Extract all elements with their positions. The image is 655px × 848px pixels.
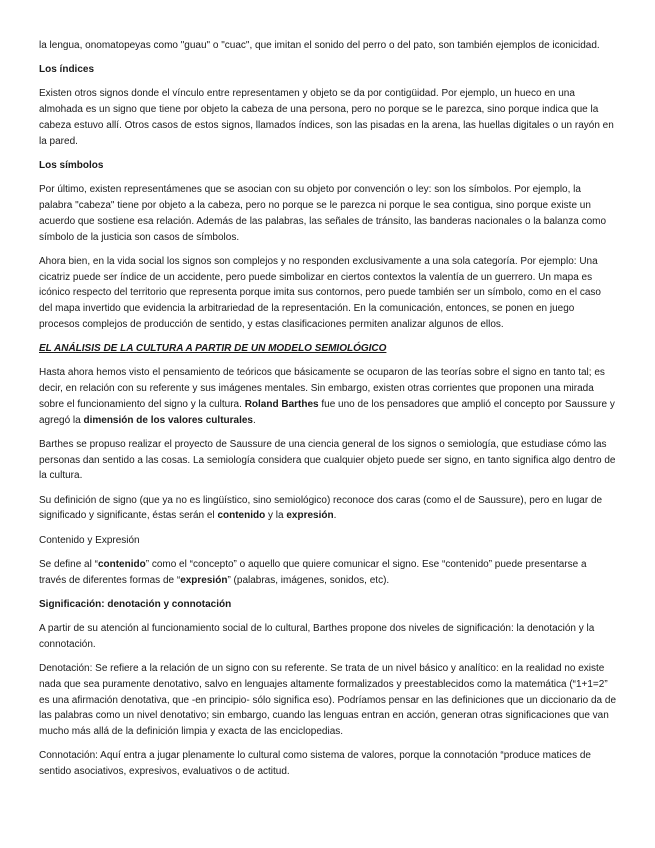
text-run: ” (palabras, imágenes, sonidos, etc). — [227, 574, 390, 586]
section-title-analisis-cultura: EL ANÁLISIS DE LA CULTURA A PARTIR DE UN MODELO SEMIOLÓGICO — [39, 343, 387, 355]
text-run: Su definición de signo (que ya no es lingüístico, sino semiológico) reconoce dos caras (como el de Saussure), pero en lugar de significado y significante, éstas serán el — [39, 494, 603, 522]
text-run: fue uno de los pensadores que amplió el concepto por Saussure y agregó la — [39, 398, 615, 426]
text-run: ” como el “concepto” o aquello que quiere comunicar el signo. Ese “contenido” puede presentarse a través de diferentes formas de “ — [39, 558, 587, 586]
bold-dimension-valores: dimensión de los valores culturales — [83, 414, 253, 426]
text-run: y la — [265, 510, 287, 522]
paragraph-denotacion: Denotación: Se refiere a la relación de un signo con su referente. Se trata de un nivel básico y analítico: en la realidad no existe nada que sea puramente denotativo, salvo en lenguajes altamente formalizados y preestablecidos como la matemática (“1+1=2” es una afirmación denotativa, que -en principio- sólo significa eso). Podríamos pensar en las definiciones que un diccionario da de las palabras como un nivel denotativo; sin embargo, cuando las lenguas entran en acción, generan otras significaciones que van mucho más allá de la definición limpia y exacta de las enciclopedias. — [39, 662, 617, 738]
bold-contenido: contenido — [97, 558, 146, 570]
paragraph-indices: Existen otros signos donde el vínculo entre representamen y objeto se da por contigüidad. Por ejemplo, un hueco en una almohada es un signo que tiene por objeto la cabeza de una persona, pero no porque se le parezca, sino porque indica que la cabeza estuvo allí. Otros casos de estos signos, llamados índices, son las pisadas en la arena, las huellas digitales o un rayón en la pared. — [39, 88, 614, 147]
bold-roland-barthes: Roland Barthes — [244, 398, 319, 410]
text-run: . — [253, 414, 256, 426]
paragraph-simbolos: Por último, existen representámenes que se asocian con su objeto por convención o ley: son los símbolos. Por ejemplo, la palabra "cabeza" tiene por objeto a la cabeza, pero no porque se le parezca ni porque le sea contigua, sino porque existe un acuerdo que sostiene esa relación. Además de las palabras, las señales de tránsito, las banderas nacionales o la balanza como símbolo de la justicia son casos de símbolos. — [39, 184, 607, 243]
bold-expresion: expresión — [180, 574, 228, 586]
text-run: Se define al “ — [39, 558, 98, 570]
paragraph-niveles-significacion: A partir de su atención al funcionamiento social de lo cultural, Barthes propone dos niveles de significación: la denotación y la connotación. — [39, 622, 595, 650]
text-run: . — [333, 510, 337, 522]
paragraph-connotacion: Connotación: Aquí entra a jugar plenamente lo cultural como sistema de valores, porque la connotación “produce matices de sentido asociativos, expresivos, evaluativos o de actitud. — [39, 750, 591, 778]
text-run: Hasta ahora hemos visto el pensamiento de teóricos que básicamente se ocuparon de las teorías sobre el signo en tanto tal; es decir, en relación con su referente y sus imágenes mentales. Sin embargo, existen otras corrientes que proponen una mirada sobre el funcionamiento del signo y la cultura. — [39, 367, 605, 410]
paragraph-definicion-signo — [39, 493, 616, 525]
heading-indices: Los índices — [39, 64, 95, 76]
heading-contenido-expresion: Contenido y Expresión — [39, 534, 140, 546]
heading-significacion: Significación: denotación y connotación — [39, 598, 232, 610]
paragraph-semiologia: Barthes se propuso realizar el proyecto de Saussure de una ciencia general de los signos o semiología, que estudiase cómo las personas dan sentido a las cosas. La semiología considera que cualquier objeto puede ser signo, en tanto significa algo dentro de la cultura. — [39, 438, 616, 482]
paragraph-barthes-intro — [39, 365, 616, 428]
heading-simbolos: Los símbolos — [39, 159, 104, 171]
paragraph-contenido — [39, 557, 616, 589]
bold-contenido: contenido — [217, 510, 266, 522]
paragraph-vida-social: Ahora bien, en la vida social los signos son complejos y no responden exclusivamente a una sola categoría. Por ejemplo: Una cicatriz puede ser índice de un accidente, pero puede simbolizar en ciertos contextos la valentía de un guerrero. Un mapa es icónico respecto del territorio que representa porque imita sus contornos, pero puede también ser un símbolo, como en el caso del mapa invertido que evidencia la arbitrariedad de la representación. En la comunicación, entonces, se ponen en juego procesos complejos de producción de sentido, y estas clasificaciones permiten analizar algunos de ellos. — [39, 255, 601, 330]
paragraph-iconicity: la lengua, onomatopeyas como "guau" o "cuac", que imitan el sonido del perro o del pato, son también ejemplos de iconicidad. — [39, 40, 600, 51]
bold-expresion: expresión — [286, 510, 334, 522]
